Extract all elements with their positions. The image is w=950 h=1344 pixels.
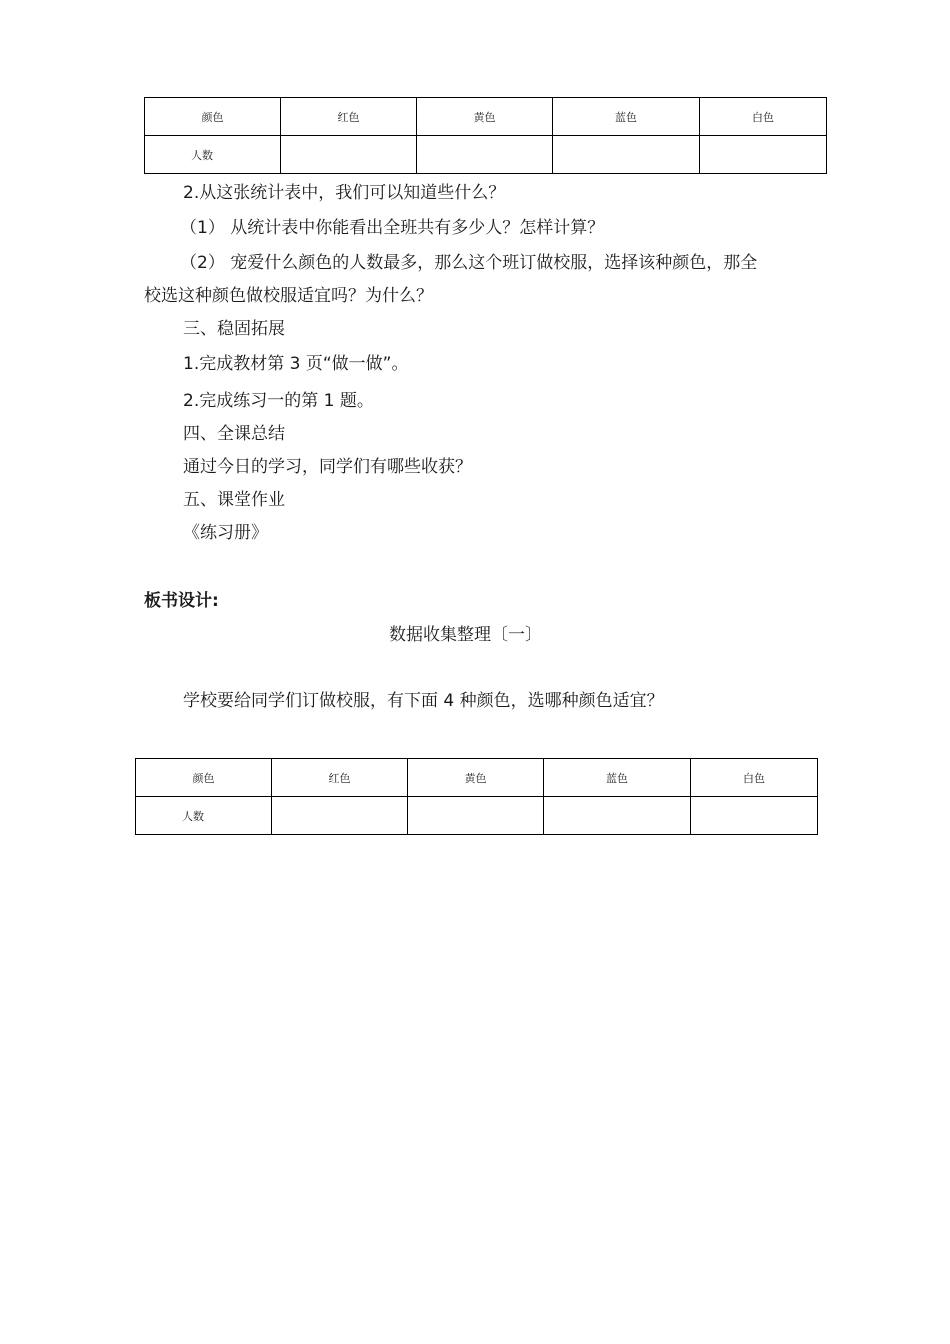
table-header-cell: 颜色	[136, 759, 272, 797]
section-5-text: 《练习册》	[183, 523, 268, 543]
question-2-2-line2: 校选这种颜色做校服适宜吗？为什么？	[144, 286, 433, 306]
section-3-item-2: 2.完成练习一的第 1 题。	[183, 391, 374, 411]
question-2-2-line1: （2） 宠爱什么颜色的人数最多，那么这个班订做校服，选择该种颜色，那全	[180, 253, 758, 273]
table-header-cell: 白色	[700, 98, 827, 136]
table-row-label: 人数	[136, 797, 272, 835]
table-header-cell: 蓝色	[544, 759, 691, 797]
section-3-item-1: 1.完成教材第 3 页“做一做”。	[183, 354, 409, 374]
section-4-heading: 四、全课总结	[183, 424, 285, 444]
table-header-cell: 黄色	[408, 759, 544, 797]
table-cell	[700, 136, 827, 174]
table-header-row	[136, 759, 818, 797]
board-design-heading: 板书设计:	[144, 591, 219, 611]
table-header-cell: 黄色	[417, 98, 553, 136]
table-cell	[281, 136, 417, 174]
section-5-heading: 五、课堂作业	[183, 490, 285, 510]
section-3-heading: 三、稳固拓展	[183, 319, 285, 339]
table-cell	[408, 797, 544, 835]
table-cell	[544, 797, 691, 835]
table-header-cell: 蓝色	[553, 98, 700, 136]
table-cell	[272, 797, 408, 835]
question-2-1: （1） 从统计表中你能看出全班共有多少人？怎样计算？	[180, 218, 605, 238]
table-header-row	[145, 98, 827, 136]
question-2: 2.从这张统计表中，我们可以知道些什么？	[183, 183, 506, 203]
table-row-label: 人数	[145, 136, 281, 174]
section-4-text: 通过今日的学习，同学们有哪些收获？	[183, 457, 472, 477]
board-color-count-table	[135, 758, 818, 835]
table-header-cell: 颜色	[145, 98, 281, 136]
table-cell	[691, 797, 818, 835]
board-question: 学校要给同学们订做校服，有下面 4 种颜色，选哪种颜色适宜？	[183, 691, 664, 711]
table-row	[136, 797, 818, 835]
table-row	[145, 136, 827, 174]
table-cell	[553, 136, 700, 174]
board-title: 数据收集整理〔一〕	[389, 625, 542, 645]
table-header-cell: 红色	[281, 98, 417, 136]
color-count-table	[144, 97, 827, 174]
table-cell	[417, 136, 553, 174]
table-header-cell: 白色	[691, 759, 818, 797]
table-header-cell: 红色	[272, 759, 408, 797]
